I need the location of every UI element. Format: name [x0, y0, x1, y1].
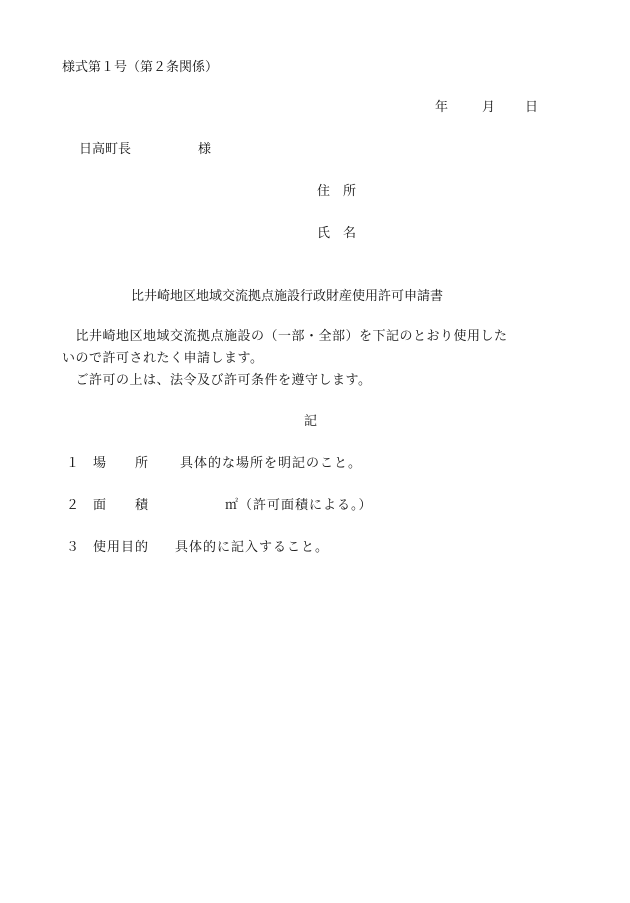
address-label: 住 所 — [317, 184, 357, 199]
item-3-label: 使用目的 — [93, 540, 150, 555]
item-1-number: １ — [66, 456, 80, 471]
form-number: 様式第１号（第２条関係） — [62, 60, 219, 75]
date-month: 月 — [482, 100, 496, 115]
item-1-label: 場 所 — [93, 456, 150, 471]
item-2-number: ２ — [66, 498, 80, 513]
body-line-2: いので許可されたく申請します。 — [62, 351, 264, 366]
date-day: 日 — [525, 100, 539, 115]
record-heading: 記 — [304, 414, 318, 429]
name-label: 氏 名 — [317, 226, 357, 241]
item-2-value: ㎡（許可面積による。） — [225, 498, 373, 513]
date-year: 年 — [435, 100, 449, 115]
item-1-value: 具体的な場所を明記のこと。 — [180, 456, 363, 471]
document-title: 比井崎地区地域交流拠点施設行政財産使用許可申請書 — [131, 289, 444, 304]
addressee-name: 日高町長 — [79, 142, 132, 157]
item-3-number: ３ — [66, 540, 80, 555]
body-text — [62, 326, 562, 392]
item-2-label: 面 積 — [93, 498, 150, 513]
item-3-value: 具体的に記入すること。 — [175, 540, 330, 555]
body-line-1: 比井崎地区地域交流拠点施設の（一部・全部）を下記のとおり使用した — [62, 329, 508, 344]
addressee-honorific: 様 — [198, 142, 212, 157]
body-line-3: ご許可の上は、法令及び許可条件を遵守します。 — [62, 373, 372, 388]
